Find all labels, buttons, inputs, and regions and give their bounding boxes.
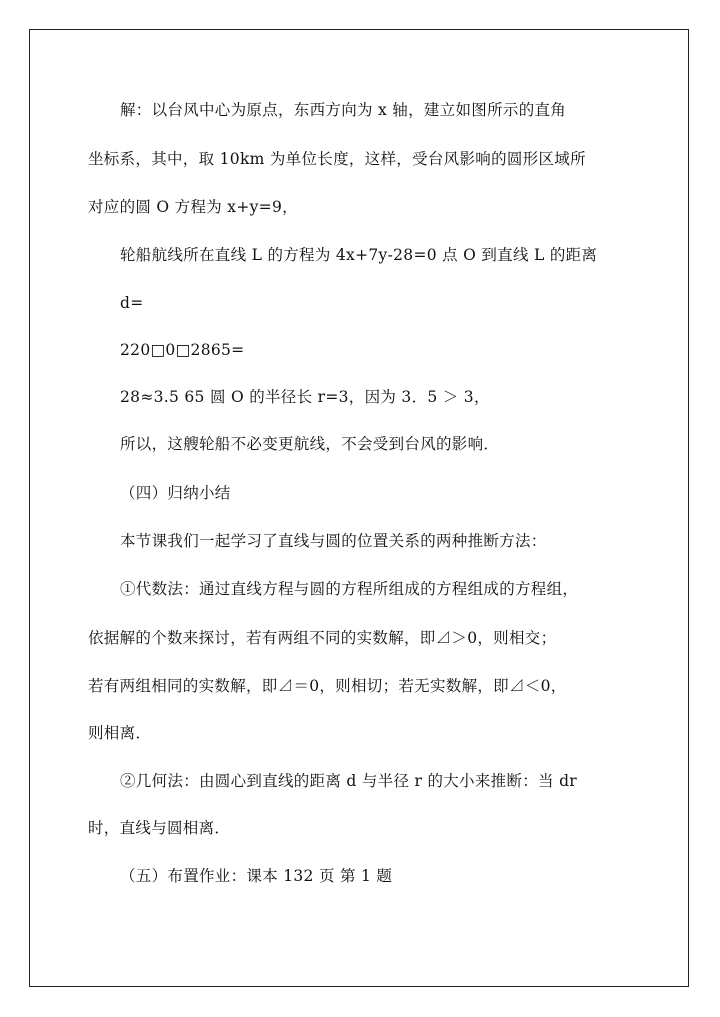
paragraph-line-15: ②几何法：由圆心到直线的距离 d 与半径 r 的大小来推断：当 dr — [120, 772, 577, 790]
paragraph-line-12: 依据解的个数来探讨，若有两组不同的实数解，即⊿＞0，则相交； — [88, 629, 557, 647]
paragraph-line-16: 时，直线与圆相离． — [88, 819, 231, 837]
paragraph-line-3: 对应的圆 O 方程为 x+y=9， — [88, 198, 298, 216]
paragraph-line-8: 所以，这艘轮船不必变更航线，不会受到台风的影响． — [120, 435, 500, 453]
paragraph-line-7: 28≈3.5 65 圆 O 的半径长 r=3，因为 3．5 ＞ 3， — [120, 388, 490, 406]
section-heading-summary: （四）归纳小结 — [120, 484, 231, 502]
paragraph-line-2: 坐标系，其中，取 10km 为单位长度，这样，受台风影响的圆形区域所 — [88, 150, 586, 168]
paragraph-line-11: ①代数法：通过直线方程与圆的方程所组成的方程组成的方程组， — [120, 580, 579, 598]
paragraph-line-4: 轮船航线所在直线 L 的方程为 4x+7y-28=0 点 O 到直线 L 的距离 — [120, 246, 598, 264]
paragraph-line-1: 解：以台风中心为原点，东西方向为 x 轴，建立如图所示的直角 — [120, 101, 567, 119]
paragraph-line-5: d= — [120, 294, 144, 312]
paragraph-line-10: 本节课我们一起学习了直线与圆的位置关系的两种推断方法： — [120, 532, 547, 550]
section-heading-homework: （五）布置作业：课本 132 页 第 1 题 — [120, 867, 393, 885]
paragraph-line-14: 则相离． — [88, 724, 152, 742]
page-border — [29, 29, 689, 987]
paragraph-line-13: 若有两组相同的实数解，即⊿＝0，则相切；若无实数解，即⊿＜0， — [88, 677, 567, 695]
paragraph-line-6: 220□0□2865= — [120, 341, 245, 359]
